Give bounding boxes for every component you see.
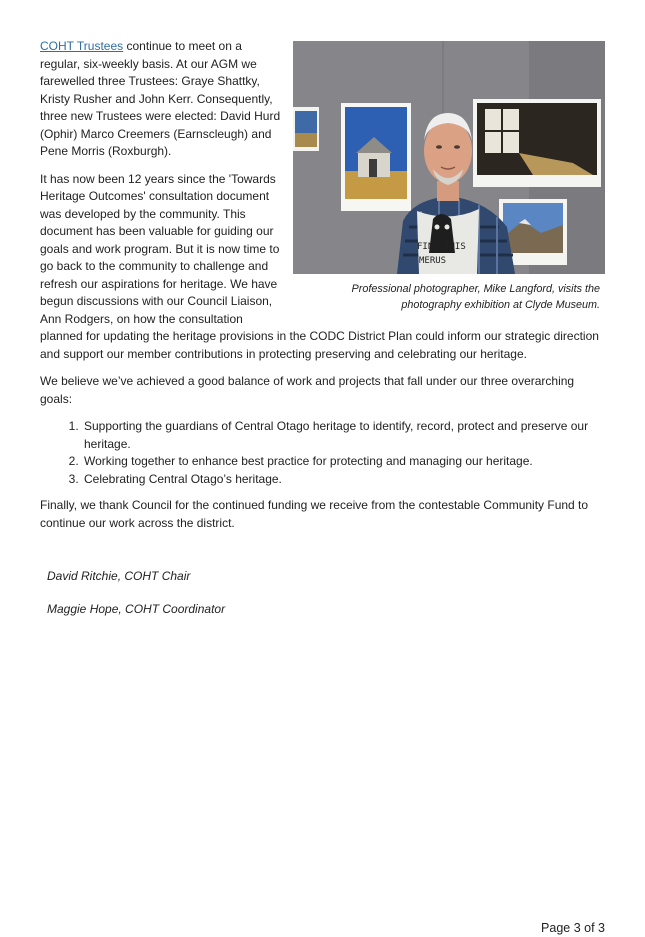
paragraph-trustees-text: continue to meet on a regular, six-weekly basis. At our AGM we farewelled three Trustees: Graye Shattky, Kristy Rusher and John Kerr. Consequently, three new Trustees were elected: David Hurd (Ophir) Marco Creemers (Earnscleugh) and Pene Morris (Roxburgh).	[40, 39, 280, 158]
coht-trustees-link[interactable]: COHT Trustees	[40, 39, 123, 53]
photo-caption: Professional photographer, Mike Langford, visits the photography exhibition at Clyde Museum.	[293, 274, 606, 313]
paragraph-thanks: Finally, we thank Council for the continued funding we receive from the contestable Community Fund to continue our work across the district.	[40, 497, 605, 532]
exhibition-photo-illustration	[293, 41, 605, 274]
shirt-text-1: FIND THIS	[417, 242, 466, 252]
exhibition-photo	[293, 41, 605, 274]
photo-figure	[293, 41, 606, 313]
list-item: 2. Working together to enhance best practice for protecting and managing our heritage.	[82, 453, 605, 471]
paragraph-goals-intro: We believe we’ve achieved a good balance of work and projects that fall under our three overarching goals:	[40, 373, 605, 408]
paragraph-consultation: It has now been 12 years since the 'Towards Heritage Outcomes' consultation document was developed by the community. This document has been valuable for guiding our goals and work program. But it is now time to go back to the community to challenge and refresh our aspirations for heritage. We have begun discussions with our Council Liaison, Ann Rodgers, on how the consultation planned for updating the heritage provisions in the CODC District Plan could inform our strategic direction and support our member contributions in protecting preserving and celebrating our heritage.	[40, 171, 605, 364]
list-item: 3. Celebrating Central Otago’s heritage.	[82, 471, 605, 489]
list-item: 1. Supporting the guardians of Central Otago heritage to identify, record, protect and preserve our heritage.	[82, 418, 605, 453]
page-number: Page 3 of 3	[541, 920, 605, 937]
signature-chair: David Ritchie, COHT Chair	[47, 568, 605, 586]
signature-coordinator: Maggie Hope, COHT Coordinator	[47, 601, 605, 619]
goals-list	[40, 418, 605, 488]
shirt-text-2: MERUS	[419, 256, 446, 266]
